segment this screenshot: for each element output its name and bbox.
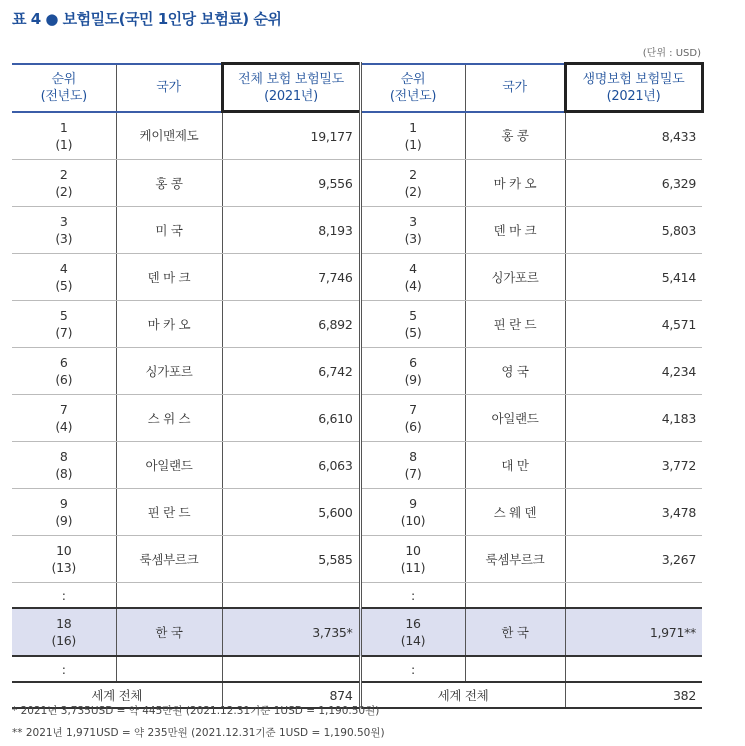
rank-cell: 2 (2) bbox=[360, 160, 465, 207]
ellipsis-row: : : bbox=[12, 583, 702, 609]
value-cell: 6,892 bbox=[222, 301, 360, 348]
country-cell: 아일랜드 bbox=[465, 395, 565, 442]
world-total-row: 세계 전체 874 세계 전체 382 bbox=[12, 682, 702, 708]
table-row bbox=[12, 301, 702, 348]
rank-cell: 6 (9) bbox=[360, 348, 465, 395]
table-row bbox=[12, 442, 702, 489]
country-cell: 싱가포르 bbox=[116, 348, 222, 395]
country-cell: 아일랜드 bbox=[116, 442, 222, 489]
rank-cell: 7 (4) bbox=[12, 395, 116, 442]
rank-cell: 8 (8) bbox=[12, 442, 116, 489]
table-row bbox=[12, 207, 702, 254]
header-total-density: 전체 보험 보험밀도 (2021년) bbox=[222, 64, 360, 112]
rank-cell: 4 (5) bbox=[12, 254, 116, 301]
country-cell: 핀 란 드 bbox=[116, 489, 222, 536]
value-cell: 3,267 bbox=[565, 536, 702, 583]
insurance-density-table bbox=[12, 62, 704, 709]
rank-cell: 9 (10) bbox=[360, 489, 465, 536]
unit-label: (단위 : USD) bbox=[642, 48, 701, 59]
value-cell: 6,063 bbox=[222, 442, 360, 489]
rank-cell: 3 (3) bbox=[12, 207, 116, 254]
header-row bbox=[12, 64, 702, 112]
korea-row: 18 (16) 한 국 3,735* 16 (14) 한 국 1,971** bbox=[12, 608, 702, 656]
value-cell: 8,433 bbox=[565, 112, 702, 160]
country-cell: 덴 마 크 bbox=[465, 207, 565, 254]
country-cell: 대 만 bbox=[465, 442, 565, 489]
ellipsis-row: : : bbox=[12, 656, 702, 682]
value-cell: 5,585 bbox=[222, 536, 360, 583]
value-cell: 3,772 bbox=[565, 442, 702, 489]
rank-cell: 2 (2) bbox=[12, 160, 116, 207]
rank-cell: 1 (1) bbox=[360, 112, 465, 160]
country-cell: 마 카 오 bbox=[465, 160, 565, 207]
footnote-2: ** 2021년 1,971USD = 약 235만원 (2021.12.31기준 1USD = 1,190.50원) bbox=[12, 727, 385, 739]
rank-cell: 5 (5) bbox=[360, 301, 465, 348]
rank-cell: 10 (13) bbox=[12, 536, 116, 583]
country-cell: 덴 마 크 bbox=[116, 254, 222, 301]
rank-cell: 7 (6) bbox=[360, 395, 465, 442]
rank-cell: 1 (1) bbox=[12, 112, 116, 160]
value-cell: 3,478 bbox=[565, 489, 702, 536]
table-row bbox=[12, 254, 702, 301]
value-cell: 5,414 bbox=[565, 254, 702, 301]
header-rank: 순위 (전년도) bbox=[12, 64, 116, 112]
header-country: 국가 bbox=[465, 64, 565, 112]
value-cell: 5,600 bbox=[222, 489, 360, 536]
country-cell: 스 위 스 bbox=[116, 395, 222, 442]
value-cell: 9,556 bbox=[222, 160, 360, 207]
value-cell: 4,571 bbox=[565, 301, 702, 348]
table-row bbox=[12, 489, 702, 536]
table-title: 표 4 ● 보험밀도(국민 1인당 보험료) 순위 bbox=[12, 10, 282, 28]
rank-cell: 9 (9) bbox=[12, 489, 116, 536]
value-cell: 4,234 bbox=[565, 348, 702, 395]
table-row bbox=[12, 536, 702, 583]
country-cell: 스 웨 덴 bbox=[465, 489, 565, 536]
value-cell: 19,177 bbox=[222, 112, 360, 160]
country-cell: 룩셈부르크 bbox=[465, 536, 565, 583]
table-row bbox=[12, 348, 702, 395]
value-cell: 6,742 bbox=[222, 348, 360, 395]
country-cell: 미 국 bbox=[116, 207, 222, 254]
rank-cell: 4 (4) bbox=[360, 254, 465, 301]
table-row bbox=[12, 160, 702, 207]
table-row bbox=[12, 112, 702, 160]
value-cell: 6,329 bbox=[565, 160, 702, 207]
rank-cell: 8 (7) bbox=[360, 442, 465, 489]
table-row bbox=[12, 395, 702, 442]
rank-cell: 3 (3) bbox=[360, 207, 465, 254]
country-cell: 케이맨제도 bbox=[116, 112, 222, 160]
country-cell: 마 카 오 bbox=[116, 301, 222, 348]
country-cell: 영 국 bbox=[465, 348, 565, 395]
rank-cell: 5 (7) bbox=[12, 301, 116, 348]
value-cell: 4,183 bbox=[565, 395, 702, 442]
footnote-1: * 2021년 3,735USD = 약 445만원 (2021.12.31기준 1USD = 1,190.50원) bbox=[12, 705, 380, 717]
header-rank: 순위 (전년도) bbox=[360, 64, 465, 112]
value-cell: 7,746 bbox=[222, 254, 360, 301]
value-cell: 6,610 bbox=[222, 395, 360, 442]
country-cell: 홍 콩 bbox=[465, 112, 565, 160]
country-cell: 홍 콩 bbox=[116, 160, 222, 207]
value-cell: 8,193 bbox=[222, 207, 360, 254]
value-cell: 5,803 bbox=[565, 207, 702, 254]
country-cell: 룩셈부르크 bbox=[116, 536, 222, 583]
rank-cell: 10 (11) bbox=[360, 536, 465, 583]
rank-cell: 6 (6) bbox=[12, 348, 116, 395]
country-cell: 싱가포르 bbox=[465, 254, 565, 301]
country-cell: 핀 란 드 bbox=[465, 301, 565, 348]
header-country: 국가 bbox=[116, 64, 222, 112]
header-life-density: 생명보험 보험밀도 (2021년) bbox=[565, 64, 702, 112]
